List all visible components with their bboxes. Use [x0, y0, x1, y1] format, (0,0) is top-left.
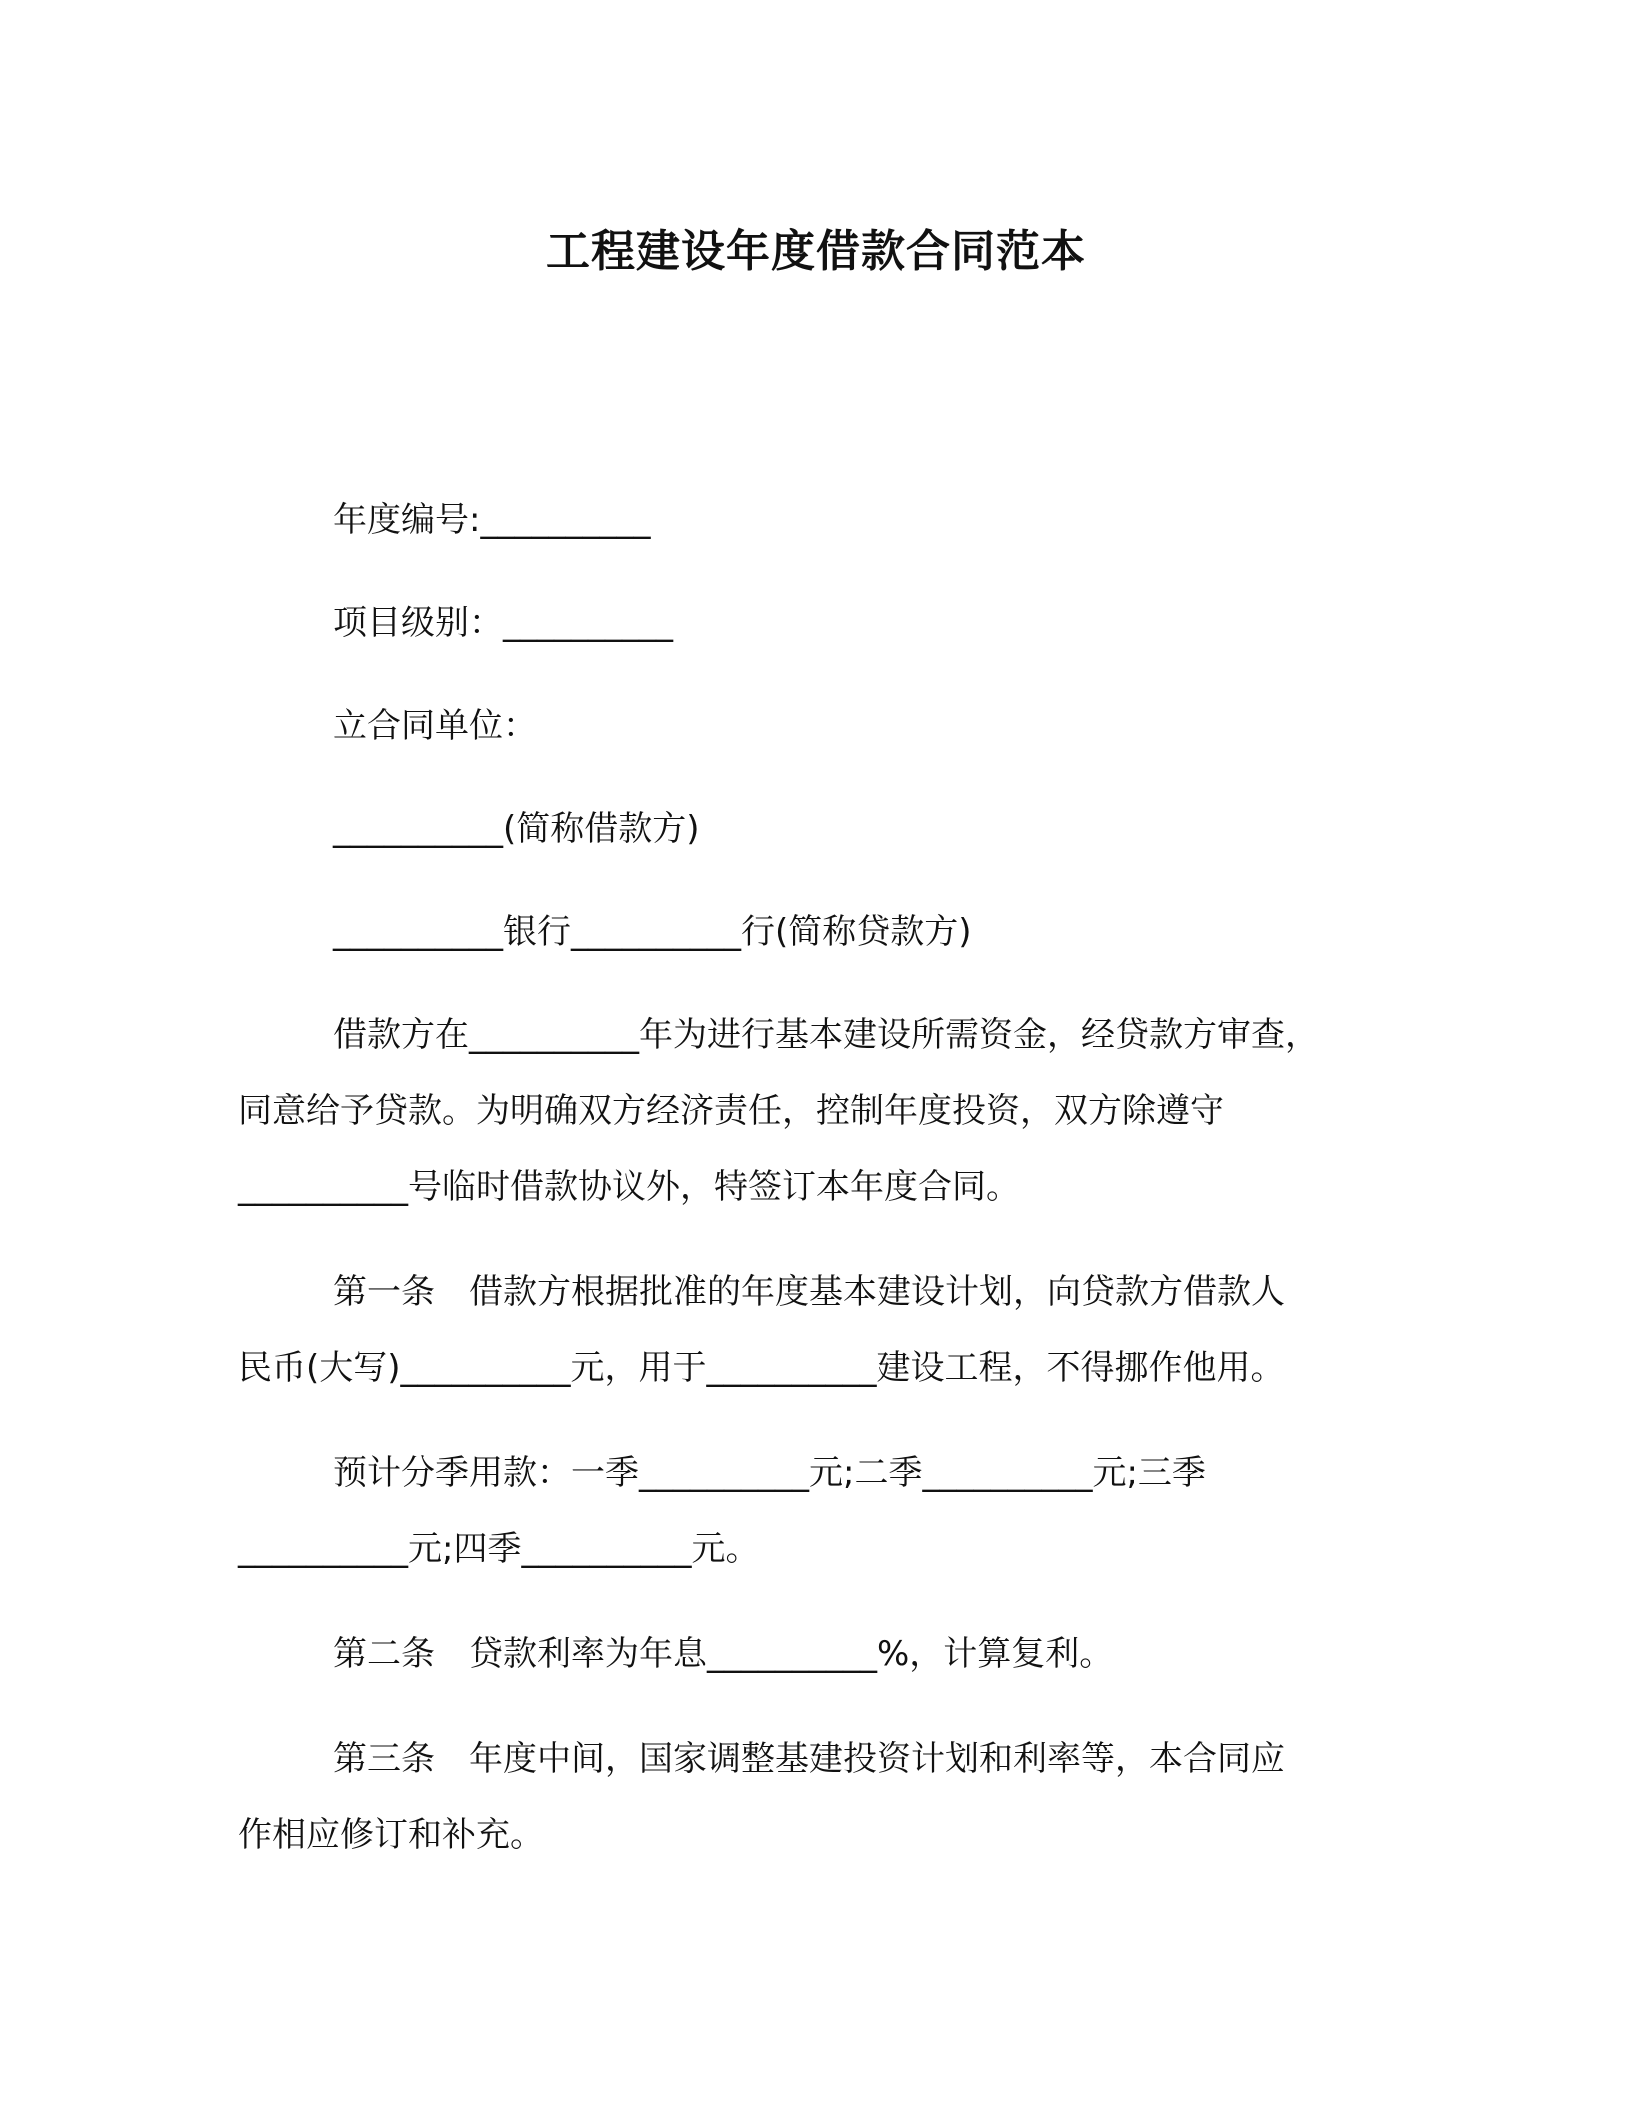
document-title: 工程建设年度借款合同范本	[546, 226, 1086, 277]
article-3-line-2: 作相应修订和补充。	[238, 1815, 544, 1855]
borrower-line: __________(简称借款方)	[333, 809, 700, 849]
article-2-line: 第二条 贷款利率为年息__________%，计算复利。	[333, 1634, 1114, 1674]
annual-number-line: 年度编号:__________	[333, 500, 651, 540]
article-1-line-1: 第一条 借款方根据批准的年度基本建设计划，向贷款方借款人	[333, 1272, 1285, 1312]
article-3-line-1: 第三条 年度中间，国家调整基建投资计划和利率等，本合同应	[333, 1739, 1285, 1779]
preamble-line-2: 同意给予贷款。为明确双方经济责任，控制年度投资，双方除遵守	[238, 1091, 1224, 1131]
preamble-line-1: 借款方在__________年为进行基本建设所需资金，经贷款方审查，	[333, 1015, 1319, 1055]
lender-line: __________银行__________行(简称贷款方)	[333, 912, 972, 952]
contracting-parties-label: 立合同单位：	[333, 706, 537, 746]
article-1-line-2: 民币(大写)__________元，用于__________建设工程，不得挪作他用。	[238, 1348, 1285, 1388]
preamble-line-3: __________号临时借款协议外，特签订本年度合同。	[238, 1167, 1020, 1207]
quarterly-usage-line-2: __________元;四季__________元。	[238, 1529, 760, 1569]
quarterly-usage-line-1: 预计分季用款：一季__________元;二季__________元;三季	[333, 1453, 1206, 1493]
project-level-line: 项目级别：__________	[333, 603, 673, 643]
